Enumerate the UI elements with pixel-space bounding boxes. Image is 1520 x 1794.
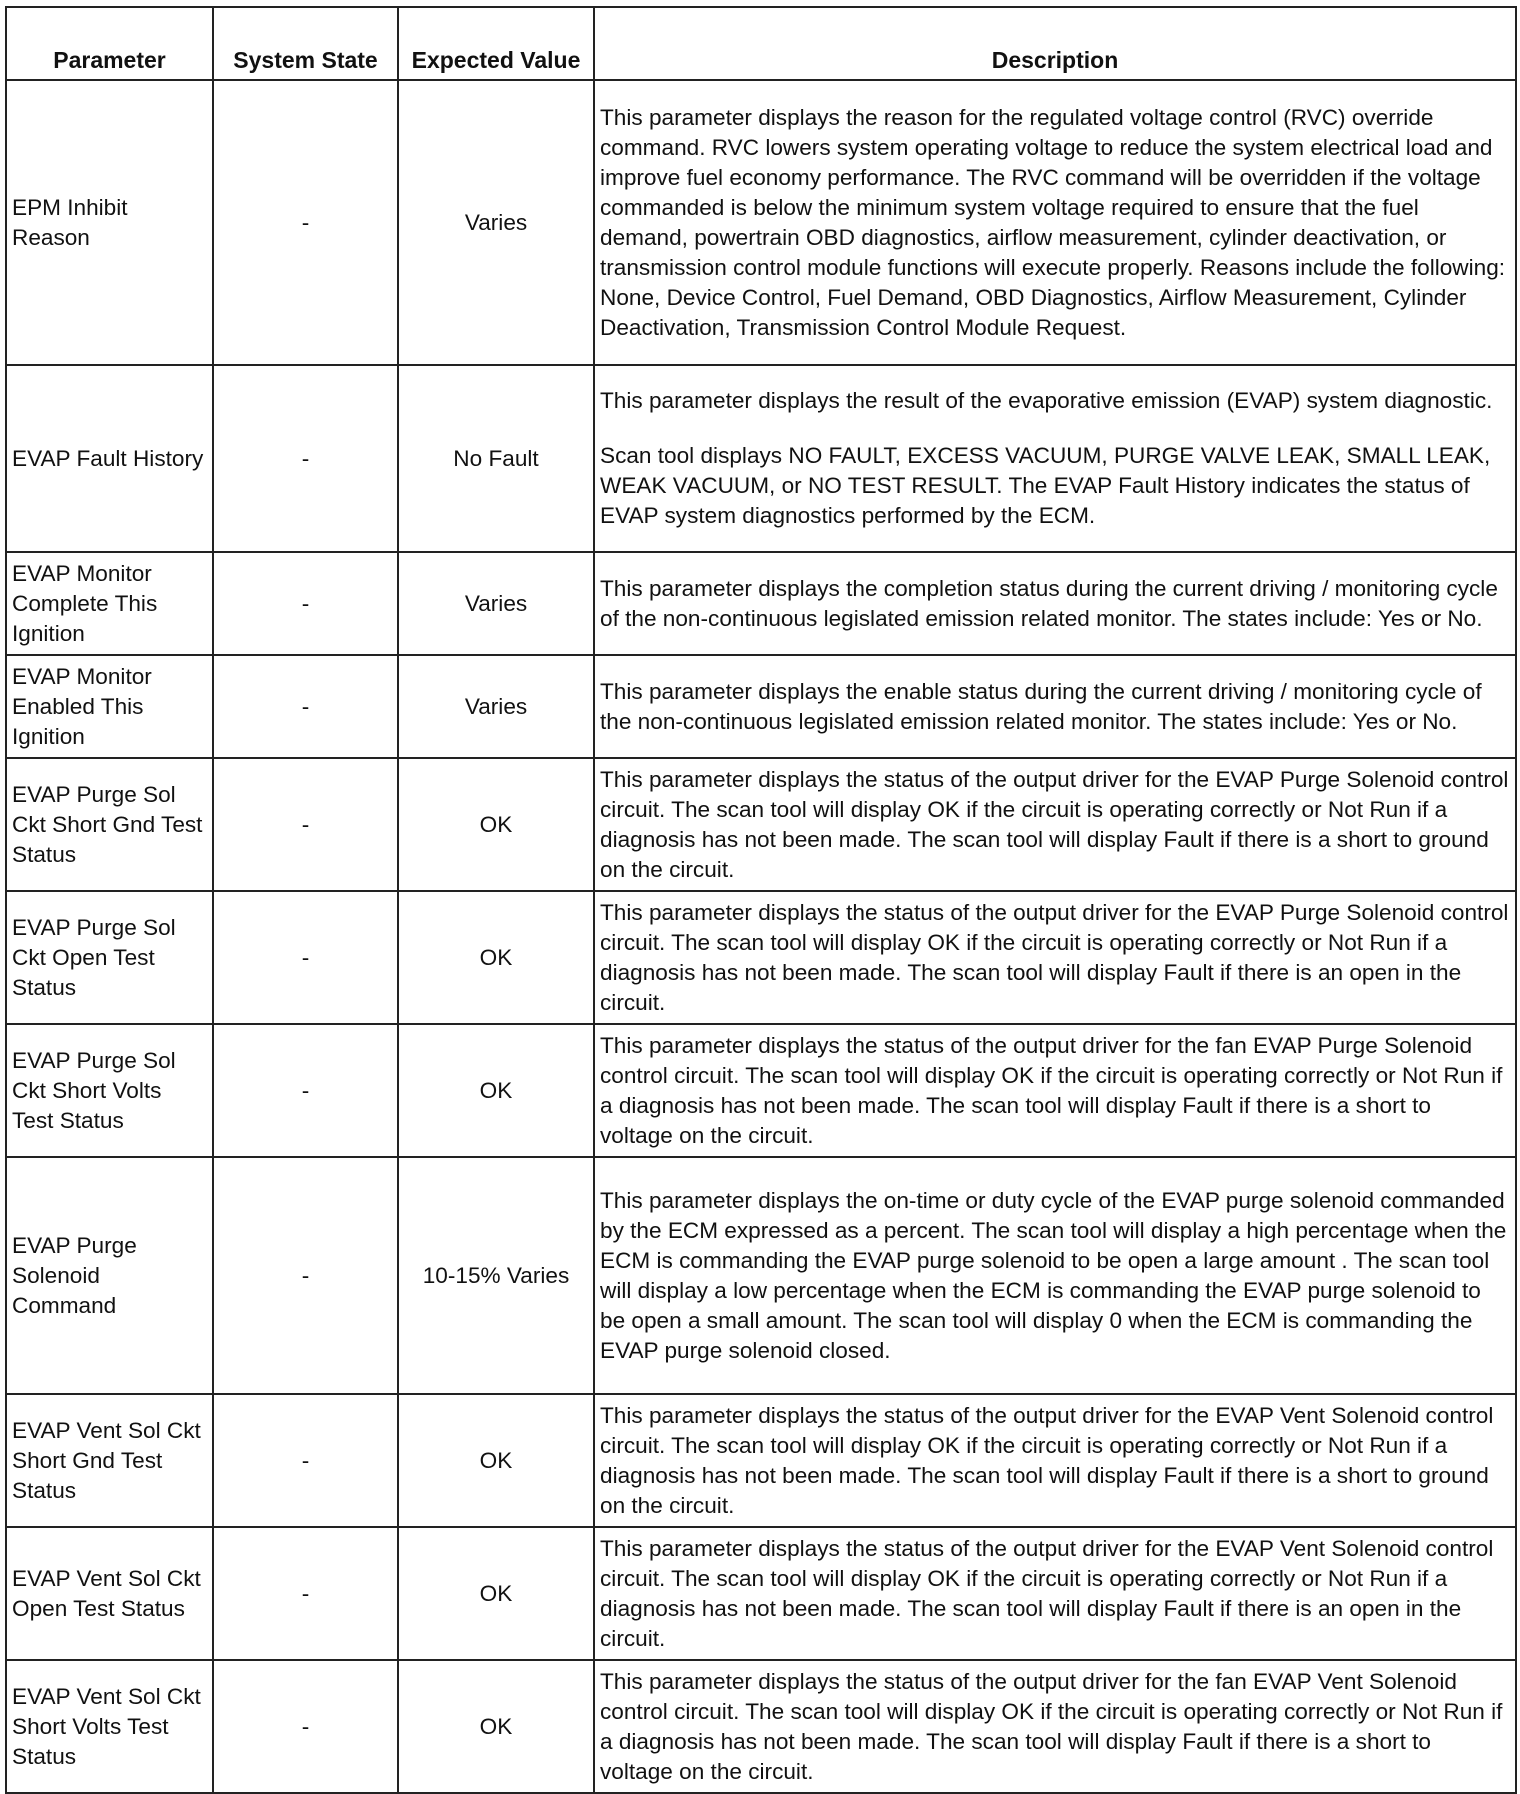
table-row <box>6 655 1516 758</box>
parameter-cell: EVAP Purge Sol Ckt Open Test Status <box>6 891 213 1024</box>
description-paragraph: This parameter displays the status of the output driver for the fan EVAP Purge Solenoid control circuit. The scan tool will display OK if the circuit is operating correctly or Not Run if a diagnosis has not been made. The scan tool will display Fault if there is a short to voltage on the circuit. <box>600 1032 1503 1148</box>
description-cell <box>594 891 1516 1024</box>
table-row <box>6 365 1516 552</box>
table-row <box>6 552 1516 655</box>
table-body <box>6 80 1516 1793</box>
expected-value-cell: Varies <box>398 552 594 655</box>
expected-value-cell: OK <box>398 758 594 891</box>
description-cell <box>594 552 1516 655</box>
description-paragraph: This parameter displays the result of the evaporative emission (EVAP) system diagnostic. <box>600 388 1493 413</box>
description-paragraph: Scan tool displays NO FAULT, EXCESS VACUUM, PURGE VALVE LEAK, SMALL LEAK, WEAK VACUUM, or NO TEST RESULT. The EVAP Fault History indicates the status of EVAP system diagnostics performed by the ECM. <box>600 443 1491 528</box>
description-cell <box>594 758 1516 891</box>
table-row <box>6 1527 1516 1660</box>
description-paragraph: This parameter displays the status of the output driver for the EVAP Vent Solenoid control circuit. The scan tool will display OK if the circuit is operating correctly or Not Run if a diagnosis has not been made. The scan tool will display Fault if there is a short to ground on the circuit. <box>600 1402 1494 1518</box>
expected-value-cell: Varies <box>398 655 594 758</box>
parameter-cell: EVAP Purge Solenoid Command <box>6 1157 213 1394</box>
description-cell <box>594 365 1516 552</box>
system-state-cell: - <box>213 552 398 655</box>
parameter-cell: EVAP Vent Sol Ckt Short Volts Test Status <box>6 1660 213 1793</box>
system-state-cell: - <box>213 1024 398 1157</box>
header-parameter: Parameter <box>6 7 213 80</box>
description-paragraph: This parameter displays the status of the output driver for the fan EVAP Vent Solenoid control circuit. The scan tool will display OK if the circuit is operating correctly or Not Run if a diagnosis has not been made. The scan tool will display Fault if there is a short to voltage on the circuit. <box>600 1668 1503 1784</box>
description-cell <box>594 655 1516 758</box>
header-expected-value: Expected Value <box>398 7 594 80</box>
expected-value-cell: OK <box>398 1527 594 1660</box>
table-row <box>6 758 1516 891</box>
description-paragraph: This parameter displays the status of the output driver for the EVAP Purge Solenoid control circuit. The scan tool will display OK if the circuit is operating correctly or Not Run if a diagnosis has not been made. The scan tool will display Fault if there is a short to ground on the circuit. <box>600 766 1509 882</box>
system-state-cell: - <box>213 655 398 758</box>
parameter-cell: EVAP Vent Sol Ckt Short Gnd Test Status <box>6 1394 213 1527</box>
system-state-cell: - <box>213 758 398 891</box>
system-state-cell: - <box>213 891 398 1024</box>
expected-value-cell: No Fault <box>398 365 594 552</box>
table-row <box>6 891 1516 1024</box>
table-row <box>6 80 1516 365</box>
table-row <box>6 1157 1516 1394</box>
system-state-cell: - <box>213 1394 398 1527</box>
description-paragraph: This parameter displays the on-time or duty cycle of the EVAP purge solenoid commanded by the ECM expressed as a percent. The scan tool will display a high percentage when the ECM is commanding the EVAP purge solenoid to be open a large amount . The scan tool will display a low percentage when the ECM is commanding the EVAP purge solenoid to be open a small amount. The scan tool will display 0 when the ECM is commanding the EVAP purge solenoid closed. <box>600 1187 1507 1363</box>
expected-value-cell: 10-15% Varies <box>398 1157 594 1394</box>
description-paragraph: This parameter displays the reason for the regulated voltage control (RVC) override command. RVC lowers system operating voltage to reduce the system electrical load and improve fuel economy performance. The RVC command will be overridden if the voltage commanded is below the minimum system voltage required to ensure that the fuel demand, powertrain OBD diagnostics, airflow measurement, cylinder deactivation, or transmission control module functions will execute properly. Reasons include the following: None, Device Control, Fuel Demand, OBD Diagnostics, Airflow Measurement, Cylinder Deactivation, Transmission Control Module Request. <box>600 104 1506 340</box>
description-cell <box>594 1024 1516 1157</box>
expected-value-cell: OK <box>398 1660 594 1793</box>
system-state-cell: - <box>213 365 398 552</box>
description-cell <box>594 1660 1516 1793</box>
system-state-cell: - <box>213 80 398 365</box>
description-paragraph: This parameter displays the completion status during the current driving / monitoring cycle of the non-continuous legislated emission related monitor. The states include: Yes or No. <box>600 575 1498 631</box>
table-row <box>6 1024 1516 1157</box>
system-state-cell: - <box>213 1527 398 1660</box>
expected-value-cell: OK <box>398 1024 594 1157</box>
description-cell <box>594 1394 1516 1527</box>
parameter-cell: EVAP Fault History <box>6 365 213 552</box>
parameter-cell: EVAP Monitor Enabled This Ignition <box>6 655 213 758</box>
system-state-cell: - <box>213 1157 398 1394</box>
table-row <box>6 1660 1516 1793</box>
description-paragraph: This parameter displays the enable status during the current driving / monitoring cycle of the non-continuous legislated emission related monitor. The states include: Yes or No. <box>600 678 1482 734</box>
header-row <box>6 7 1516 80</box>
parameter-cell: EVAP Purge Sol Ckt Short Volts Test Status <box>6 1024 213 1157</box>
table-row <box>6 1394 1516 1527</box>
expected-value-cell: Varies <box>398 80 594 365</box>
description-cell <box>594 1527 1516 1660</box>
system-state-cell: - <box>213 1660 398 1793</box>
expected-value-cell: OK <box>398 891 594 1024</box>
parameter-cell: EPM Inhibit Reason <box>6 80 213 365</box>
description-paragraph: This parameter displays the status of the output driver for the EVAP Purge Solenoid control circuit. The scan tool will display OK if the circuit is operating correctly or Not Run if a diagnosis has not been made. The scan tool will display Fault if there is an open in the circuit. <box>600 899 1509 1015</box>
header-system-state: System State <box>213 7 398 80</box>
description-cell <box>594 1157 1516 1394</box>
parameter-cell: EVAP Monitor Complete This Ignition <box>6 552 213 655</box>
parameter-cell: EVAP Vent Sol Ckt Open Test Status <box>6 1527 213 1660</box>
parameter-cell: EVAP Purge Sol Ckt Short Gnd Test Status <box>6 758 213 891</box>
description-paragraph: This parameter displays the status of the output driver for the EVAP Vent Solenoid control circuit. The scan tool will display OK if the circuit is operating correctly or Not Run if a diagnosis has not been made. The scan tool will display Fault if there is an open in the circuit. <box>600 1535 1494 1651</box>
description-cell <box>594 80 1516 365</box>
expected-value-cell: OK <box>398 1394 594 1527</box>
header-description: Description <box>594 7 1516 80</box>
parameter-table <box>5 6 1517 1794</box>
